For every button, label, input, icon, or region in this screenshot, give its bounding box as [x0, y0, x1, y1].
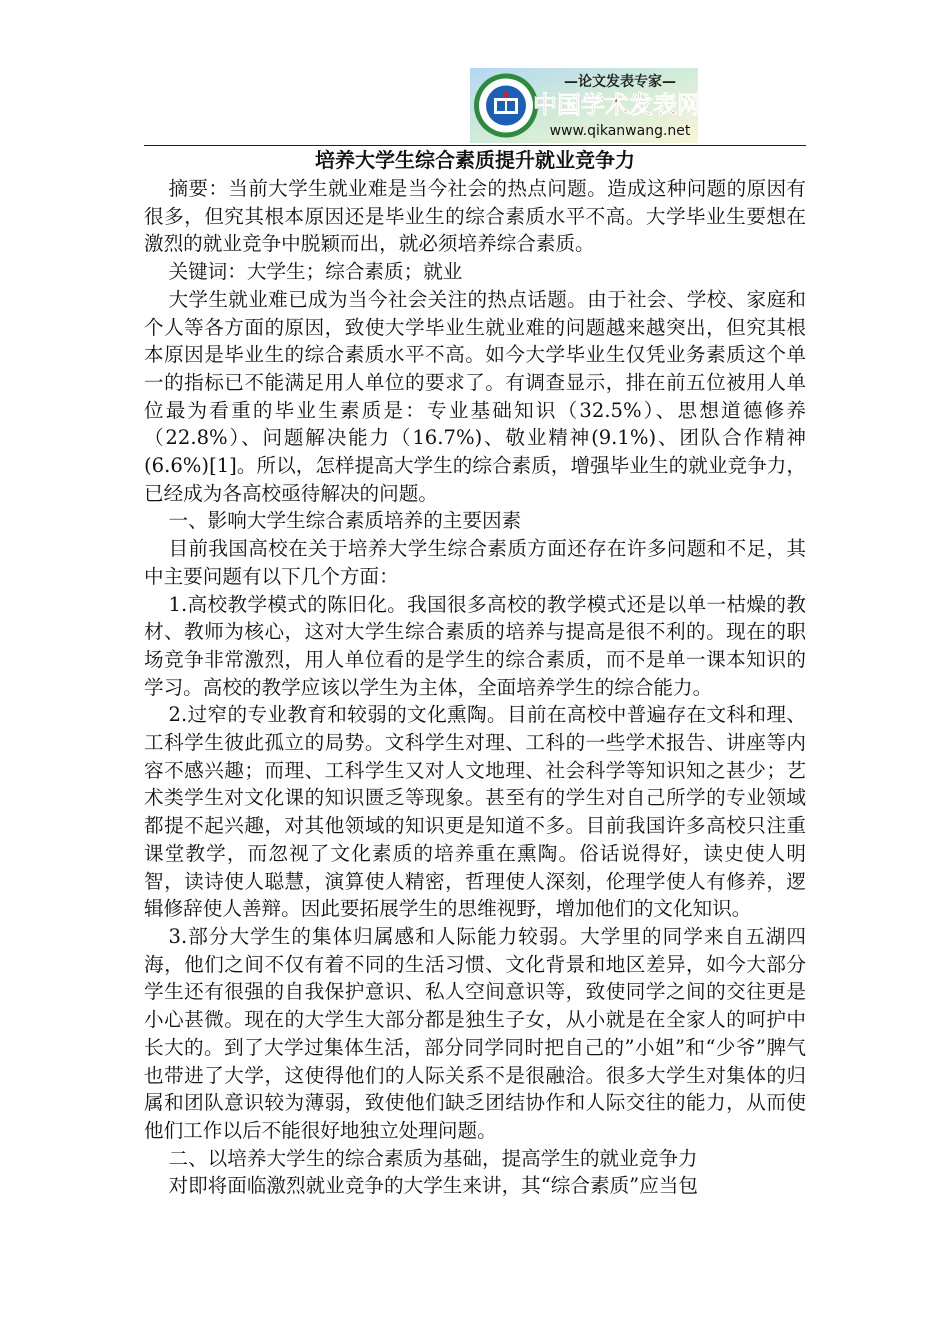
section-heading: 二、以培养大学生的综合素质为基础，提高学生的就业竞争力 [168, 1146, 698, 1170]
abstract-paragraph: 摘要：当前大学生就业难是当今社会的热点问题。造成这种问题的原因有很多，但究其根本原因还是毕业生的综合素质水平不高。大学毕业生要想在激烈的就业竞争中脱颖而出，就必须培养综合素质。 [144, 177, 806, 256]
article-title: 培养大学生综合素质提升就业竞争力 [315, 148, 635, 172]
logo-graphic [470, 68, 698, 143]
body-paragraph: 目前我国高校在关于培养大学生综合素质方面还存在许多问题和不足，其中主要问题有以下几个方面： [144, 537, 806, 588]
seal-icon [474, 74, 538, 138]
logo-url: www.qikanwang.net [549, 123, 691, 139]
keywords-line: 关键词：大学生；综合素质；就业 [168, 260, 463, 284]
list-item: 3.部分大学生的集体归属感和人际能力较弱。大学里的同学来自五湖四海，他们之间不仅有着不同的生活习惯、文化背景和地区差异，如今大部分学生还有很强的自我保护意识、私人空间意识等，致使同学之间的交往更是小心甚微。现在的大学生大部分都是独生子女，从小就是在全家人的呵护中长大的。到了大学过集体生活，部分同学同时把自己的”小姐”和“少爷”脾气也带进了大学，这使得他们的人际关系不是很融洽。很多大学生对集体的归属和团队意识较为薄弱，致使他们缺乏团结协作和人际交往的能力，从而使他们工作以后不能很好地独立处理问题。 [144, 924, 806, 1142]
article-body [144, 175, 806, 1200]
site-logo [470, 68, 698, 143]
section-heading: 一、影响大学生综合素质培养的主要因素 [168, 509, 522, 533]
body-paragraph: 大学生就业难已成为当今社会关注的热点话题。由于社会、学校、家庭和个人等各方面的原因，致使大学毕业生就业难的问题越来越突出，但究其根本原因是毕业生的综合素质水平不高。如今大学毕业生仅凭业务素质这个单一的指标已不能满足用人单位的要求了。有调查显示，排在前五位被用人单位最为看重的毕业生素质是：专业基础知识（32.5%）、思想道德修养（22.8%）、问题解决能力（16.7%)、敬业精神(9.1%)、团队合作精神(6.6%)[1]。所以，怎样提高大学生的综合素质，增强毕业生的就业竞争力，已经成为各高校亟待解决的问题。 [144, 287, 806, 505]
list-item: 2.过窄的专业教育和较弱的文化熏陶。目前在高校中普遍存在文科和理、工科学生彼此孤立的局势。文科学生对理、工科的一些学术报告、讲座等内容不感兴趣；而理、工科学生又对人文地理、社会科学等知识知之甚少；艺术类学生对文化课的知识匮乏等现象。甚至有的学生对自己所学的专业领域都提不起兴趣，对其他领域的知识更是知道不多。目前我国许多高校只注重课堂教学，而忽视了文化素质的培养重在熏陶。俗话说得好，读史使人明智，读诗使人聪慧，演算使人精密，哲理使人深刻，伦理学使人有修养，逻辑修辞使人善辩。因此要拓展学生的思维视野，增加他们的文化知识。 [144, 703, 806, 921]
logo-brand: 中国学术发表网 [533, 91, 698, 119]
body-paragraph: 对即将面临激烈就业竞争的大学生来讲，其“综合素质”应当包 [168, 1174, 698, 1198]
logo-tagline: —论文发表专家— [564, 74, 676, 90]
list-item: 1.高校教学模式的陈旧化。我国很多高校的教学模式还是以单一枯燥的教材、教师为核心，这对大学生综合素质的培养与提高是很不利的。现在的职场竞争非常激烈，用人单位看的是学生的综合素质，而不是单一课本知识的学习。高校的教学应该以学生为主体，全面培养学生的综合能力。 [144, 592, 806, 699]
